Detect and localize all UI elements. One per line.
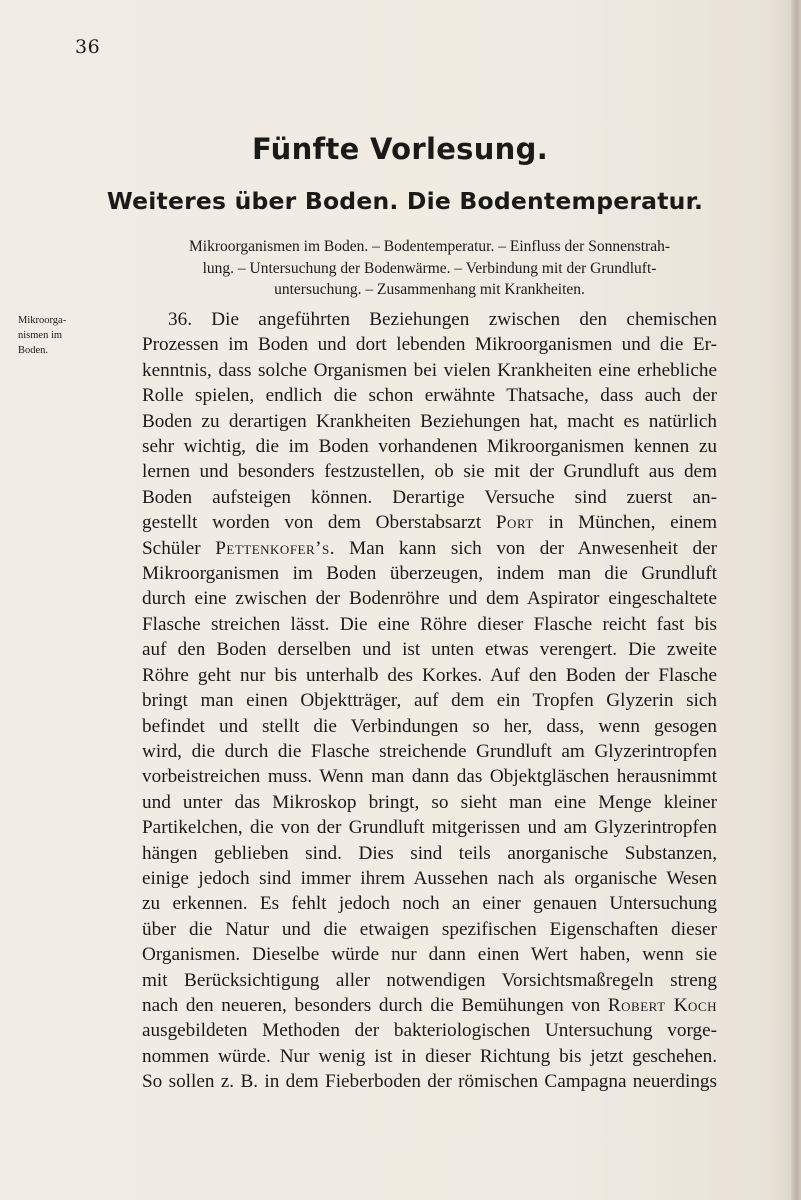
summary-line: Mikroorganismen im Boden. – Bodentemperatur. – Einfluss der Sonnenstrah- (189, 238, 670, 255)
text-line: 36. Die angeführten Beziehungen zwischen den chemischen (168, 309, 717, 330)
summary-line: untersuchung. – Zusammenhang mit Krankheiten. (274, 281, 585, 298)
text-line: und unter das Mikroskop bringt, so sieht man eine Menge kleiner (142, 791, 717, 813)
text-line: vorbeistreichen muss. Wenn man dann das Objektgläschen herausnimmt (142, 766, 717, 788)
text-line: einige jedoch sind immer ihrem Aussehen nach als organische Wesen (142, 867, 717, 889)
text-line: gestellt worden von dem Oberstabsarzt Port in München, einem (142, 512, 718, 534)
text-line: auf den Boden derselben und ist unten etwas verengert. Die zweite (142, 639, 717, 661)
chapter-summary (142, 236, 717, 301)
text-line: nach den neueren, besonders durch die Bemühungen von Robert Koch (142, 994, 717, 1016)
lecture-heading: Fünfte Vorlesung. (251, 132, 549, 166)
text-line: Schüler Pettenkofer’s. Man kann sich von der Anwesenheit der (142, 537, 717, 559)
text-line: So sollen z. B. in dem Fieberboden der römischen Campagna neuerdings (142, 1071, 717, 1093)
summary-line: lung. – Untersuchung der Bodenwärme. – Verbindung mit der Grundluft- (202, 259, 657, 277)
text-line: Rolle spielen, endlich die schon erwähnte Thatsache, dass auch der (142, 385, 717, 407)
text-line: Boden zu derartigen Krankheiten Beziehungen hat, macht es natürlich (142, 410, 717, 432)
text-line: hängen geblieben sind. Dies sind teils anorganische Substanzen, (142, 842, 717, 864)
text-line: befindet und stellt die Verbindungen so her, dass, wenn gesogen (142, 715, 717, 737)
body-paragraph (142, 307, 717, 1095)
person-name: Robert Koch (607, 994, 717, 1016)
section-number: 36. (168, 309, 192, 330)
text-line: Partikelchen, die von der Grundluft mitgerissen und am Glyzerintropfen (142, 817, 717, 839)
margin-note-line: Boden. (18, 345, 49, 356)
text-line: ausgebildeten Methoden der bakteriologischen Untersuchung vorge- (142, 1020, 717, 1042)
text-line: Organismen. Dieselbe würde nur dann einen Wert haben, wenn sie (142, 944, 717, 966)
text-line: Prozessen im Boden und dort lebenden Mikroorganismen und die Er- (142, 334, 717, 356)
text-line: bringt man einen Objektträger, auf dem ein Tropfen Glyzerin sich (142, 690, 717, 712)
text-line: kenntnis, dass solche Organismen bei vielen Krankheiten eine erhebliche (142, 359, 717, 381)
margin-note (18, 313, 78, 358)
text-line: Röhre geht nur bis unterhalb des Korkes. Auf den Boden der Flasche (142, 664, 717, 686)
text-line: sehr wichtig, die im Boden vorhandenen Mikroorganismen kennen zu (142, 436, 717, 458)
lecture-subheading: Weiteres über Boden. Die Bodentemperatur. (106, 187, 704, 215)
text-line: über die Natur und die etwaigen spezifischen Eigenschaften dieser (142, 918, 717, 940)
margin-note-line: Mikroorga- (18, 315, 67, 326)
text-line: lernen und besonders festzustellen, ob sie mit der Grundluft aus dem (142, 461, 717, 483)
text-line: Flasche streichen lässt. Die eine Röhre dieser Flasche reicht fast bis (142, 613, 717, 635)
text-line: Mikroorganismen im Boden überzeugen, indem man die Grundluft (142, 563, 717, 585)
text-line: Boden aufsteigen können. Derartige Versuche sind zuerst an- (142, 486, 717, 508)
text-line: mit Berücksichtigung aller notwendigen Vorsichtsmaßregeln streng (142, 969, 717, 991)
person-name: Pettenkofer’s (215, 537, 330, 559)
page-number: 36 (75, 36, 101, 58)
text-line: nommen würde. Nur wenig ist in dieser Richtung bis jetzt geschehen. (142, 1045, 717, 1067)
text-line: zu erkennen. Es fehlt jedoch noch an einer genauen Untersuchung (142, 893, 717, 915)
margin-note-line: nismen im (18, 330, 63, 341)
text-line: wird, die durch die Flasche streichende Grundluft am Glyzerintropfen (142, 740, 717, 762)
text-line: durch eine zwischen der Bodenröhre und dem Aspirator eingeschaltete (142, 588, 717, 610)
person-name: Port (495, 512, 534, 534)
page-edge-shadow (791, 0, 801, 1200)
